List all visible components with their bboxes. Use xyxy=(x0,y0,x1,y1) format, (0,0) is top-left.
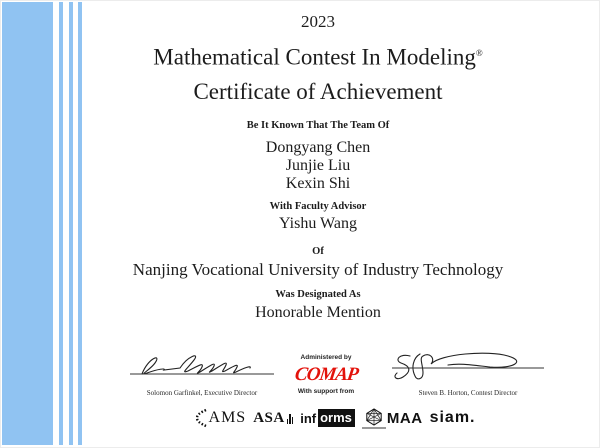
asa-text: ASA xyxy=(253,409,285,426)
siam-text: siam. xyxy=(429,409,476,426)
team-member-2: Junjie Liu xyxy=(285,156,351,174)
team-intro-label: Be It Known That The Team Of xyxy=(246,119,390,131)
contest-director-name: Steven B. Horton, Contest Director xyxy=(418,389,518,397)
ams-arc-icon xyxy=(195,408,208,428)
comap-logo: COMAP xyxy=(293,364,359,385)
siam-logo xyxy=(430,409,476,427)
designation-intro-label: Was Designated As xyxy=(275,288,361,300)
ams-text: AMS xyxy=(208,409,247,426)
informs-boxed-text: orms xyxy=(318,409,355,427)
informs-logo xyxy=(300,409,355,427)
team-member-1: Dongyang Chen xyxy=(265,138,371,156)
comap-block xyxy=(281,354,371,396)
contest-year: 2023 xyxy=(301,12,335,31)
institution-name: Nanjing Vocational University of Industry Technology xyxy=(132,259,504,279)
team-member-3: Kexin Shi xyxy=(285,174,351,192)
executive-director-signature-icon xyxy=(122,348,282,384)
certificate-subtitle: Certificate of Achievement xyxy=(193,78,443,104)
sponsor-logo-row xyxy=(196,403,474,433)
advisor-name: Yishu Wang xyxy=(279,214,357,232)
informs-prefix: inf xyxy=(300,410,317,426)
contest-director-signature-icon xyxy=(388,348,548,384)
advisor-intro-label: With Faculty Advisor xyxy=(269,200,367,212)
administered-by-label: Administered by xyxy=(300,354,352,361)
maa-gem-wrap xyxy=(362,408,386,429)
of-label: Of xyxy=(312,245,324,257)
registered-trademark: ® xyxy=(475,48,483,58)
executive-director-name: Solomon Garfinkel, Executive Director xyxy=(146,389,258,397)
maa-subtext-strip xyxy=(362,427,386,429)
maa-text: MAA xyxy=(386,409,423,427)
contest-director-signature-block xyxy=(388,348,548,398)
maa-logo xyxy=(362,408,423,429)
team-member-list xyxy=(36,139,600,193)
contest-title xyxy=(36,40,600,71)
certificate-body xyxy=(36,0,600,322)
ams-logo xyxy=(195,408,247,428)
contest-title-text: Mathematical Contest In Modeling xyxy=(153,44,476,70)
asa-logo xyxy=(253,410,293,427)
support-from-label: With support from xyxy=(297,388,355,395)
maa-gem-icon xyxy=(365,408,383,426)
executive-director-signature-block xyxy=(122,348,282,398)
designation: Honorable Mention xyxy=(255,303,381,321)
asa-bars-icon xyxy=(287,412,294,424)
